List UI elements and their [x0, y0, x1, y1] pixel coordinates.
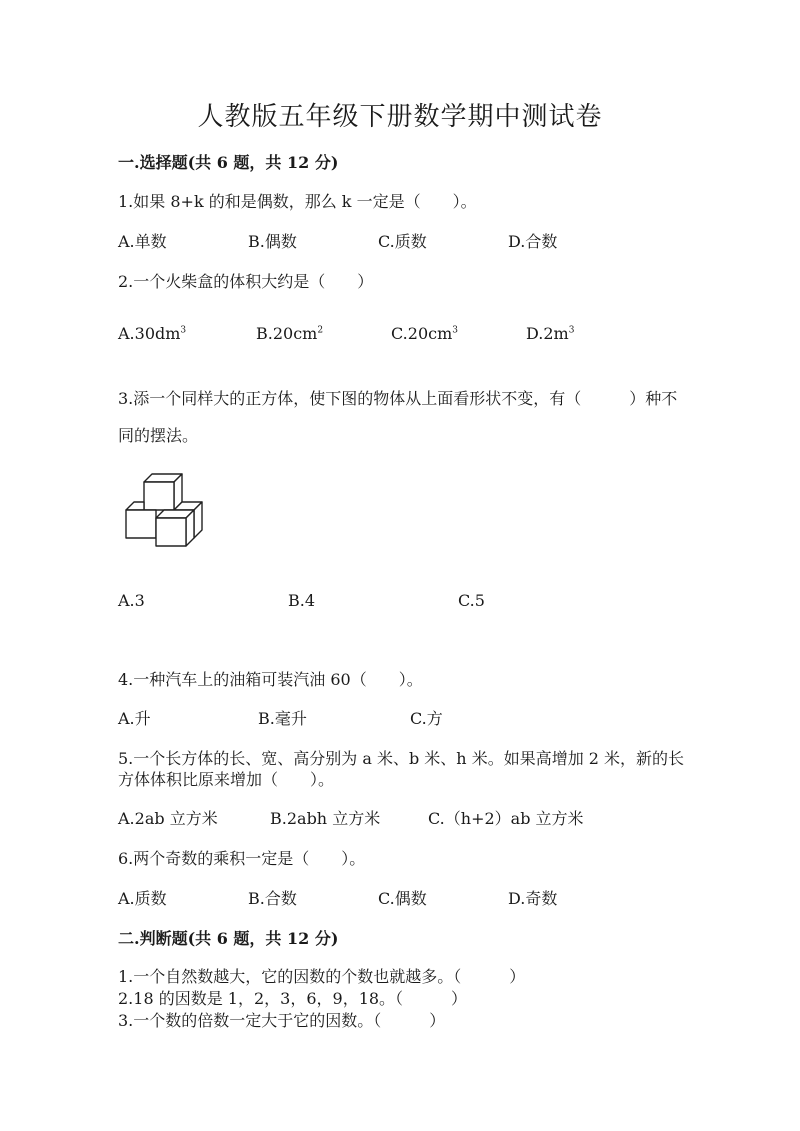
question-5-line-2: 方体体积比原来增加（ ）。: [118, 770, 335, 789]
judge-item-3: 3.一个数的倍数一定大于它的因数。（ ）: [118, 1011, 446, 1030]
cube-front-face-front: [156, 518, 186, 546]
cube-front-face-left: [126, 510, 156, 538]
q6-option-d: D.奇数: [508, 889, 558, 908]
q4-option-b: B.毫升: [258, 709, 307, 728]
question-4: 4.一种汽车上的油箱可装汽油 60（ ）。: [118, 670, 423, 689]
q4-option-c: C.方: [410, 709, 443, 728]
q2-option-c: $C.20cm^3$: [391, 324, 458, 343]
q5-option-c: C.（h+2）ab 立方米: [428, 809, 584, 828]
q1-option-c: C.质数: [378, 232, 427, 251]
q2-option-a: $A.30dm^3$: [118, 324, 187, 343]
section-2-heading: 二.判断题(共 6 题，共 12 分): [118, 929, 339, 948]
q3-option-b: B.4: [288, 591, 316, 610]
question-3-line-1: 3.添一个同样大的正方体，使下图的物体从上面看形状不变，有（ ）种不: [118, 389, 678, 408]
q5-option-a: A.2ab 立方米: [118, 809, 218, 828]
q2-option-d: $D.2m^3$: [526, 324, 575, 343]
question-1: 1.如果 8+k 的和是偶数，那么 k 一定是（ ）。: [118, 192, 477, 211]
judge-item-1: 1.一个自然数越大，它的因数的个数也就越多。（ ）: [118, 967, 526, 986]
cube-front-face-upper: [144, 482, 174, 510]
q6-option-c: C.偶数: [378, 889, 427, 908]
q6-option-a: A.质数: [118, 889, 167, 908]
cube-top-face-left: [126, 502, 144, 510]
q5-option-b: B.2abh 立方米: [270, 809, 381, 828]
judge-item-2: 2.18 的因数是 1，2，3，6，9，18。（ ）: [118, 989, 468, 1008]
q6-option-b: B.合数: [248, 889, 297, 908]
q1-option-a: A.单数: [118, 232, 167, 251]
q3-option-a: A.3: [118, 591, 145, 610]
question-3-line-2: 同的摆法。: [118, 426, 199, 445]
question-5-line-1: 5.一个长方体的长、宽、高分别为 a 米、b 米、h 米。如果高增加 2 米，新的长: [118, 749, 685, 768]
q2-option-b: $B.20cm^2$: [256, 324, 324, 343]
section-1-heading: 一.选择题(共 6 题，共 12 分): [118, 153, 339, 172]
q4-option-a: A.升: [118, 709, 151, 728]
question-2: 2.一个火柴盒的体积大约是（ ）: [118, 272, 374, 291]
page-title: 人教版五年级下册数学期中测试卷: [197, 102, 603, 132]
q1-option-d: D.合数: [508, 232, 558, 251]
q1-option-b: B.偶数: [248, 232, 297, 251]
question-6: 6.两个奇数的乘积一定是（ ）。: [118, 849, 366, 868]
cube-stack-figure: [118, 472, 210, 550]
q3-option-c: C.5: [458, 591, 485, 610]
